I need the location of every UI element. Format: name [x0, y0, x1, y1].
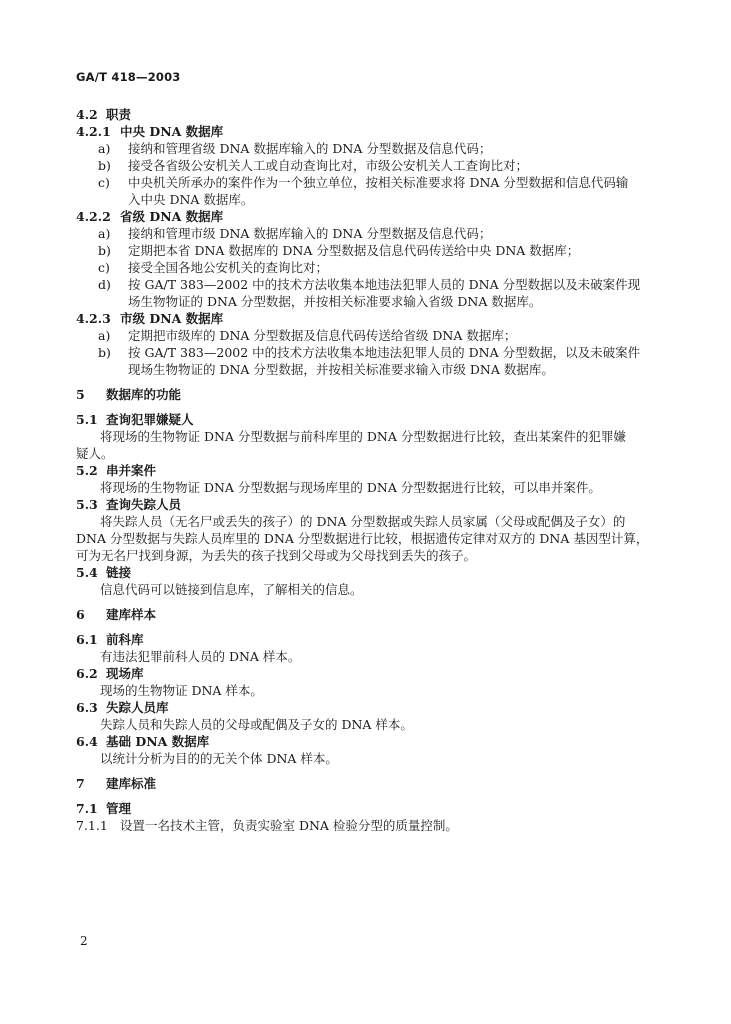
list-item: a) 定期把市级库的 DNA 分型数据及信息代码传送给省级 DNA 数据库； — [98, 328, 517, 343]
section-heading: 5.2 串并案件 — [76, 463, 157, 478]
list-item-continuation: 现场生物物证的 DNA 分型数据，并按相关标准要求输入市级 DNA 数据库。 — [128, 362, 554, 377]
paragraph-continuation: 可为无名尸找到身源，为丢失的孩子找到父母或为父母找到丢失的孩子。 — [76, 548, 477, 563]
page-number: 2 — [80, 934, 88, 948]
list-item: c) 接受全国各地公安机关的查询比对； — [98, 260, 329, 275]
section-heading: 5.4 链接 — [76, 565, 132, 580]
list-item-continuation: 入中央 DNA 数据库。 — [128, 192, 254, 207]
list-item: a) 接纳和管理市级 DNA 数据库输入的 DNA 分型数据及信息代码； — [98, 226, 492, 241]
paragraph: 将现场的生物物证 DNA 分型数据与前科库里的 DNA 分型数据进行比较，查出某案件的犯罪嫌 — [100, 429, 626, 444]
section-heading: 4.2.3 市级 DNA 数据库 — [76, 311, 224, 326]
paragraph: 失踪人员和失踪人员的父母或配偶及子女的 DNA 样本。 — [100, 717, 413, 732]
chapter-heading: 5 数据库的功能 — [76, 387, 182, 402]
section-heading: 4.2.1 中央 DNA 数据库 — [76, 124, 224, 139]
list-item: a) 接纳和管理省级 DNA 数据库输入的 DNA 分型数据及信息代码； — [98, 141, 492, 156]
paragraph: 信息代码可以链接到信息库，了解相关的信息。 — [100, 582, 363, 597]
section-heading: 6.4 基础 DNA 数据库 — [76, 734, 210, 749]
section-heading: 5.3 查询失踪人员 — [76, 497, 182, 512]
section-heading: 7.1 管理 — [76, 801, 132, 816]
paragraph: 将失踪人员（无名尸或丢失的孩子）的 DNA 分型数据或失踪人员家属（父母或配偶及子女）的 — [100, 514, 626, 529]
paragraph-continuation: DNA 分型数据与失踪人员库里的 DNA 分型数据进行比较，根据遗传定律对双方的 DNA 基因型计算， — [76, 531, 649, 546]
chapter-heading: 7 建库标准 — [76, 776, 157, 791]
paragraph: 以统计分析为目的的无关个体 DNA 样本。 — [100, 751, 338, 766]
section-heading: 6.1 前科库 — [76, 632, 144, 647]
list-item: b) 定期把本省 DNA 数据库的 DNA 分型数据及信息代码传送给中央 DNA 数据库； — [98, 243, 580, 258]
list-item: b) 按 GA/T 383—2002 中的技术方法收集本地违法犯罪人员的 DNA 分型数据，以及未破案件 — [98, 345, 641, 360]
document-body — [76, 108, 666, 833]
section-heading: 5.1 查询犯罪嫌疑人 — [76, 412, 194, 427]
list-item: c) 中央机关所承办的案件作为一个独立单位，按相关标准要求将 DNA 分型数据和信息代码输 — [98, 175, 629, 190]
clause: 7.1.1 设置一名技术主管，负责实验室 DNA 检验分型的质量控制。 — [76, 818, 458, 833]
list-item: b) 接受各省级公安机关人工或自动查询比对，市级公安机关人工查询比对； — [98, 158, 529, 173]
chapter-heading: 6 建库样本 — [76, 607, 157, 622]
section-heading: 4.2 职责 — [76, 107, 132, 122]
document-header: GA/T 418—2003 — [76, 70, 181, 84]
list-item-continuation: 场生物物证的 DNA 分型数据，并按相关标准要求输入省级 DNA 数据库。 — [128, 294, 542, 309]
paragraph: 有违法犯罪前科人员的 DNA 样本。 — [100, 649, 301, 664]
paragraph-continuation: 疑人。 — [76, 446, 114, 461]
paragraph: 将现场的生物物证 DNA 分型数据与现场库里的 DNA 分型数据进行比较，可以串并案件。 — [100, 480, 601, 495]
section-heading: 4.2.2 省级 DNA 数据库 — [76, 209, 224, 224]
list-item: d) 按 GA/T 383—2002 中的技术方法收集本地违法犯罪人员的 DNA 分型数据以及未破案件现 — [98, 277, 641, 292]
paragraph: 现场的生物物证 DNA 样本。 — [100, 683, 263, 698]
section-heading: 6.2 现场库 — [76, 666, 144, 681]
section-heading: 6.3 失踪人员库 — [76, 700, 169, 715]
